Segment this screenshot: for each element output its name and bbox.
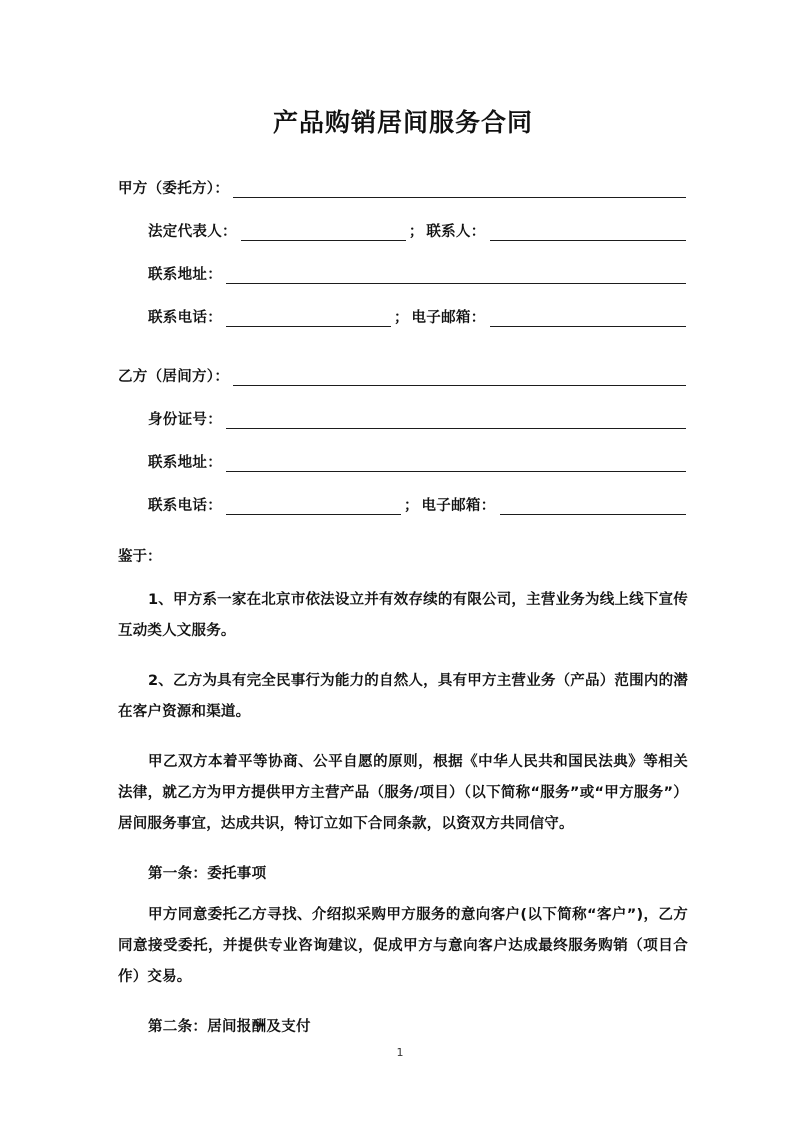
party-b-address-label: 联系地址： [148,455,222,471]
party-b-phone-blank[interactable] [226,500,401,515]
party-a-address-row [118,263,688,284]
party-b-block [118,365,688,515]
party-a-legal-rep-blank[interactable] [241,226,406,241]
party-a-label: 甲方（委托方）： [118,181,230,197]
party-a-heading-row [118,177,688,198]
party-b-email-label: 电子邮箱： [421,498,496,514]
page-number: 1 [396,1046,404,1059]
clause-1-body: 甲方同意委托乙方寻找、介绍拟采购甲方服务的意向客户(以下简称“客户”)，乙方同意接受委托，并提供专业咨询建议，促成甲方与意向客户达成最终服务购销（项目合作）交易。 [118,907,688,985]
page-title: 产品购销居间服务合同 [272,108,533,137]
party-b-address-row [118,451,688,472]
field-separator: ； [408,224,424,240]
party-a-legal-rep-label: 法定代表人： [148,224,237,240]
party-b-phone-label: 联系电话： [148,498,222,514]
party-a-contact-person-blank[interactable] [490,226,686,241]
party-a-phone-row [118,306,688,327]
whereas-heading: 鉴于： [118,549,162,565]
party-b-id-label: 身份证号： [148,412,222,428]
party-a-email-blank[interactable] [490,312,687,327]
party-b-phone-row [118,494,688,515]
party-a-name-blank[interactable] [233,183,686,198]
clause-1-heading: 第一条：委托事项 [148,866,267,882]
party-b-id-blank[interactable] [226,414,686,429]
document-body [118,0,688,1036]
party-a-address-label: 联系地址： [148,267,222,283]
whereas-item-1: 1、甲方系一家在北京市依法设立并有效存续的有限公司，主营业务为线上线下宣传互动类人文服务。 [118,592,688,639]
party-b-id-row [118,408,688,429]
field-separator: ； [404,498,419,514]
field-separator: ； [394,310,409,326]
party-b-address-blank[interactable] [226,457,686,472]
party-b-label: 乙方（居间方）： [118,369,230,385]
party-a-block [118,177,688,327]
party-a-phone-blank[interactable] [226,312,391,327]
party-a-email-label: 电子邮箱： [411,310,486,326]
whereas-agreement-paragraph: 甲乙双方本着平等协商、公平自愿的原则，根据《中华人民共和国民法典》等相关法律，就乙方为甲方提供甲方主营产品（服务/项目）（以下简称“服务”或“甲方服务”）居间服务事宜，达成共识，特订立如下合同条款，以资双方共同信守。 [118,754,688,832]
party-a-legal-rep-row [118,220,688,241]
party-b-heading-row [118,365,688,386]
whereas-item-2: 2、乙方为具有完全民事行为能力的自然人，具有甲方主营业务（产品）范围内的潜在客户资源和渠道。 [118,673,688,720]
party-a-address-blank[interactable] [226,269,686,284]
clause-2-heading: 第二条：居间报酬及支付 [148,1019,311,1035]
party-b-name-blank[interactable] [233,371,686,386]
party-a-phone-label: 联系电话： [148,310,222,326]
party-a-contact-person-label: 联系人： [426,224,486,240]
party-b-email-blank[interactable] [500,500,687,515]
